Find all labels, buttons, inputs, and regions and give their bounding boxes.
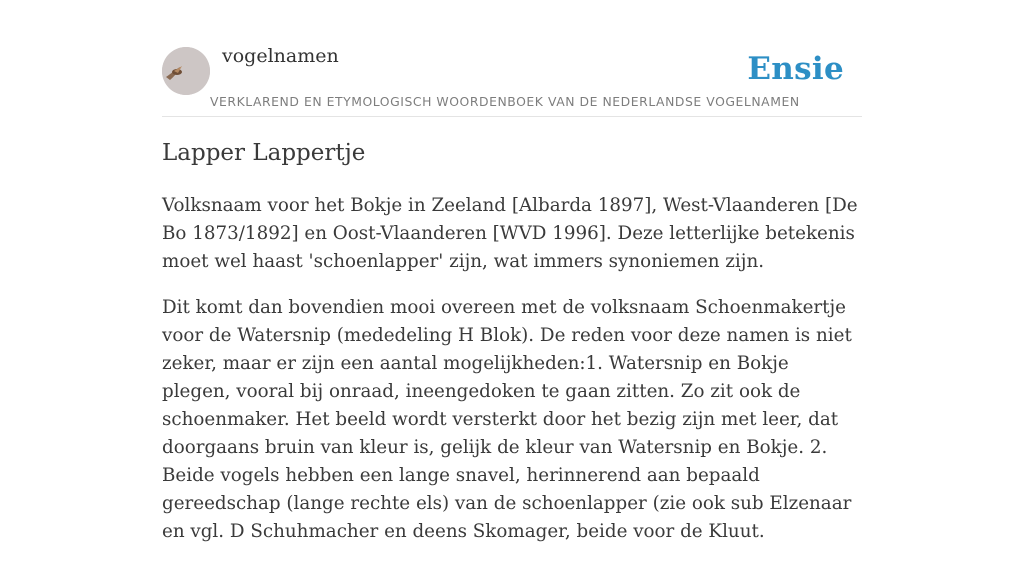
page-container: [162, 0, 862, 542]
entry-paragraph: Dit komt dan bovendien mooi overeen met de volksnaam Schoenmakertje voor de Watersnip (mededeling H Blok). De reden voor deze namen is niet zeker, maar er zijn een aantal mogelijkheden:1. Watersnip en Bokje plegen, vooral bij onraad, ineengedoken te gaan zitten. Zo zit ook de schoenmaker. Het beeld wordt versterkt door het bezig zijn met leer, dat doorgaans bruin van kleur is, gelijk de kleur van Watersnip en Bokje. 2. Beide vogels hebben een lange snavel, herinnerend aan bepaald gereedschap (lange rechte els) van de schoenlapper (zie ook sub Elzenaar en vgl. D Schuhmacher en deens Skomager, beide voor de Kluut.: [162, 297, 852, 542]
username[interactable]: vogelnamen: [222, 45, 339, 67]
entry-paragraph: Volksnaam voor het Bokje in Zeeland [Albarda 1897], West-Vlaanderen [De Bo 1873/1892] en Oost-Vlaanderen [WVD 1996]. Deze letterlijke betekenis moet wel haast 'schoenlapper' zijn, wat immers synoniemen zijn.: [162, 195, 858, 272]
dictionary-subtitle[interactable]: VERKLAREND EN ETYMOLOGISCH WOORDENBOEK VAN DE NEDERLANDSE VOGELNAMEN: [210, 94, 800, 109]
bird-icon: [162, 47, 210, 95]
avatar[interactable]: [162, 47, 210, 95]
entry-title: Lapper Lappertje: [162, 140, 366, 166]
brand-logo[interactable]: Ensie: [747, 51, 844, 87]
site-header: [162, 0, 862, 117]
entry-body: [162, 192, 862, 564]
